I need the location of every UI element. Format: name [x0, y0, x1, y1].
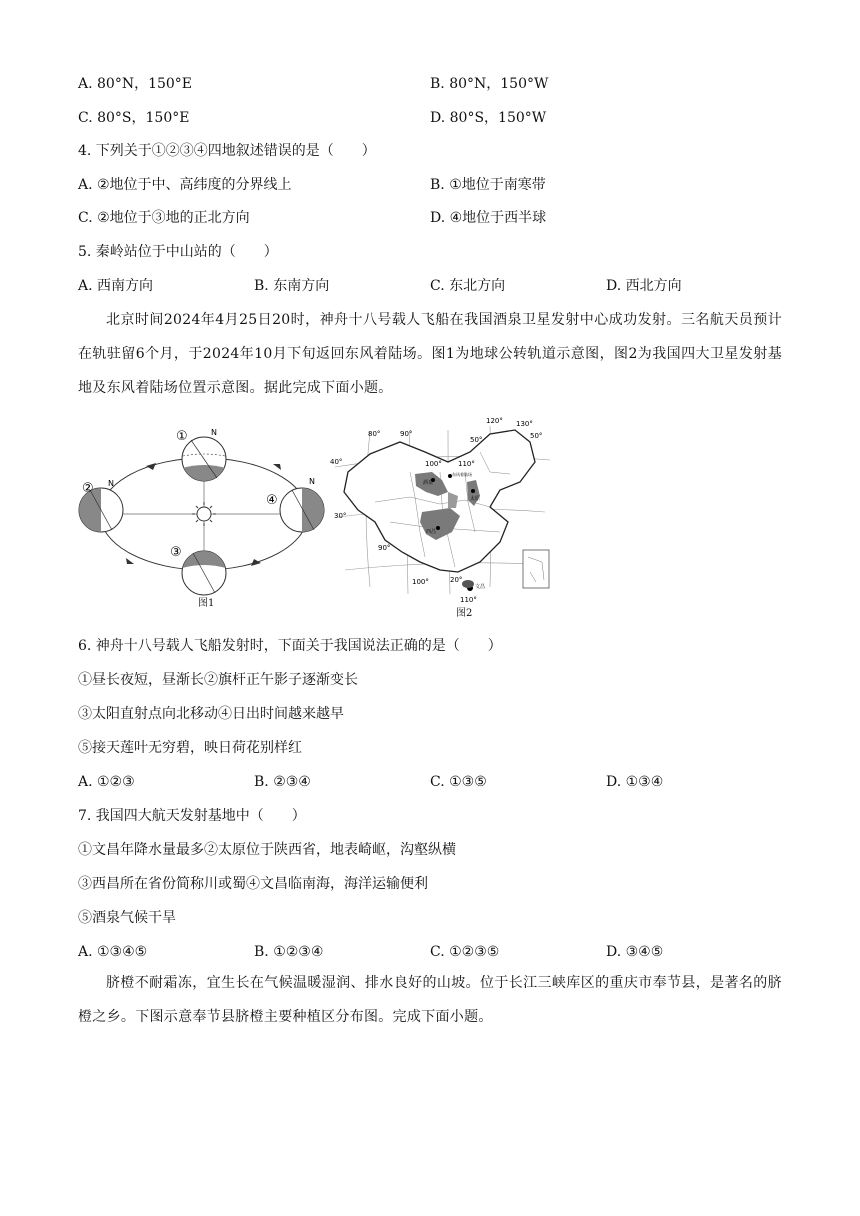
- q4-stem: 4. 下列关于①②③④四地叙述错误的是（ ）: [78, 143, 376, 159]
- q7-option-d: D. ③④⑤: [606, 944, 664, 960]
- q5-option-b: B. 东南方向: [254, 278, 330, 294]
- q7-statement-2: ③西昌所在省份简称川或蜀④文昌临南海，海洋运输便利: [78, 876, 428, 892]
- lat-30: 30°: [334, 512, 347, 520]
- q7-stem: 7. 我国四大航天发射基地中（ ）: [78, 808, 306, 824]
- q7-option-a: A. ①③④⑤: [78, 944, 148, 960]
- figure-1-caption: 图1: [198, 598, 215, 609]
- q5-option-a: A. 西南方向: [78, 278, 154, 294]
- lon-100-bottom: 100°: [412, 578, 429, 586]
- label-2: ②: [82, 481, 94, 496]
- q7-option-b: B. ①②③④: [254, 944, 324, 960]
- lon-130: 130°: [516, 420, 533, 428]
- q6-stem: 6. 神舟十八号载人飞船发射时，下面关于我国说法正确的是（ ）: [78, 638, 502, 654]
- q5-option-d: D. 西北方向: [606, 278, 682, 294]
- lon-120: 120°: [486, 417, 503, 425]
- globe-1: [182, 437, 226, 481]
- north-2: N: [108, 479, 114, 488]
- q3-option-c: C. 80°S，150°E: [78, 110, 190, 126]
- q6-statement-1: ①昼长夜短，昼渐长②旗杆正午影子逐渐变长: [78, 672, 358, 688]
- q6-option-d: D. ①③④: [606, 774, 664, 790]
- q6-statement-3: ⑤接天莲叶无穷碧，映日荷花别样红: [78, 740, 302, 756]
- q3-option-b: B. 80°N，150°W: [430, 76, 549, 92]
- q4-option-a: A. ②地位于中、高纬度的分界线上: [78, 177, 292, 193]
- lon-90: 90°: [400, 430, 413, 438]
- lat-20: 20°: [450, 576, 463, 584]
- label-1: ①: [176, 429, 188, 444]
- china-launch-sites-map: [330, 412, 560, 622]
- lat-50-b: 50°: [530, 432, 543, 440]
- label-4: ④: [266, 493, 278, 508]
- q5-stem: 5. 秦岭站位于中山站的（ ）: [78, 244, 278, 260]
- place-taiyuan: 太原: [470, 496, 481, 502]
- q7-statement-1: ①文昌年降水量最多②太原位于陕西省，地表崎岖，沟壑纵横: [78, 842, 456, 858]
- north-4: N: [309, 477, 315, 486]
- q4-option-b: B. ①地位于南寒带: [430, 177, 546, 193]
- label-3: ③: [170, 545, 182, 560]
- place-jiuquan: 酒泉: [423, 480, 434, 486]
- q3-option-d: D. 80°S，150°W: [430, 110, 547, 126]
- q6-option-a: A. ①②③: [78, 774, 135, 790]
- place-wenchang: 文昌: [475, 584, 486, 590]
- globe-4: [280, 488, 324, 532]
- figure-2-map: [330, 412, 560, 622]
- q3-option-a: A. 80°N，150°E: [78, 76, 193, 92]
- lon-100: 100°: [425, 460, 442, 468]
- lat-50-a: 50°: [470, 436, 483, 444]
- place-xichang: 西昌: [426, 529, 437, 535]
- lon-80: 80°: [368, 430, 381, 438]
- lat-40: 40°: [330, 458, 343, 466]
- place-dongfeng: 东风着陆场: [452, 472, 472, 477]
- globe-3: [182, 551, 226, 595]
- figure-2-caption: 图2: [456, 608, 473, 619]
- lon-110-bottom: 110°: [460, 596, 477, 604]
- lon-110: 110°: [458, 460, 475, 468]
- q4-option-d: D. ④地位于西半球: [430, 210, 547, 226]
- passage-navel-orange: 脐橙不耐霜冻，宜生长在气候温暖湿润、排水良好的山坡。位于长江三峡库区的重庆市奉节县，是著名的脐橙之乡。下图示意奉节县脐橙主要种植区分布图。完成下面小题。: [78, 975, 782, 1025]
- q5-option-c: C. 东北方向: [430, 278, 506, 294]
- q7-option-c: C. ①②③⑤: [430, 944, 500, 960]
- lon-90-bottom: 90°: [378, 544, 391, 552]
- q6-option-b: B. ②③④: [254, 774, 311, 790]
- q6-statement-2: ③太阳直射点向北移动④日出时间越来越早: [78, 706, 344, 722]
- q6-option-c: C. ①③⑤: [430, 774, 487, 790]
- north-1: N: [211, 428, 217, 437]
- q7-statement-3: ⑤酒泉气候干旱: [78, 910, 176, 926]
- q4-option-c: C. ②地位于③地的正北方向: [78, 210, 250, 226]
- orbit-diagram: [76, 418, 334, 608]
- passage-shenzhou: 北京时间2024年4月25日20时，神舟十八号载人飞船在我国酒泉卫星发射中心成功发射。三名航天员预计在轨驻留6个月，于2024年10月下旬返回东风着陆场。图1为地球公转轨道示意图，图2为我国四大卫星发射基地及东风着陆场位置示意图。据此完成下面小题。: [78, 312, 782, 396]
- figure-1-orbit: [76, 418, 334, 608]
